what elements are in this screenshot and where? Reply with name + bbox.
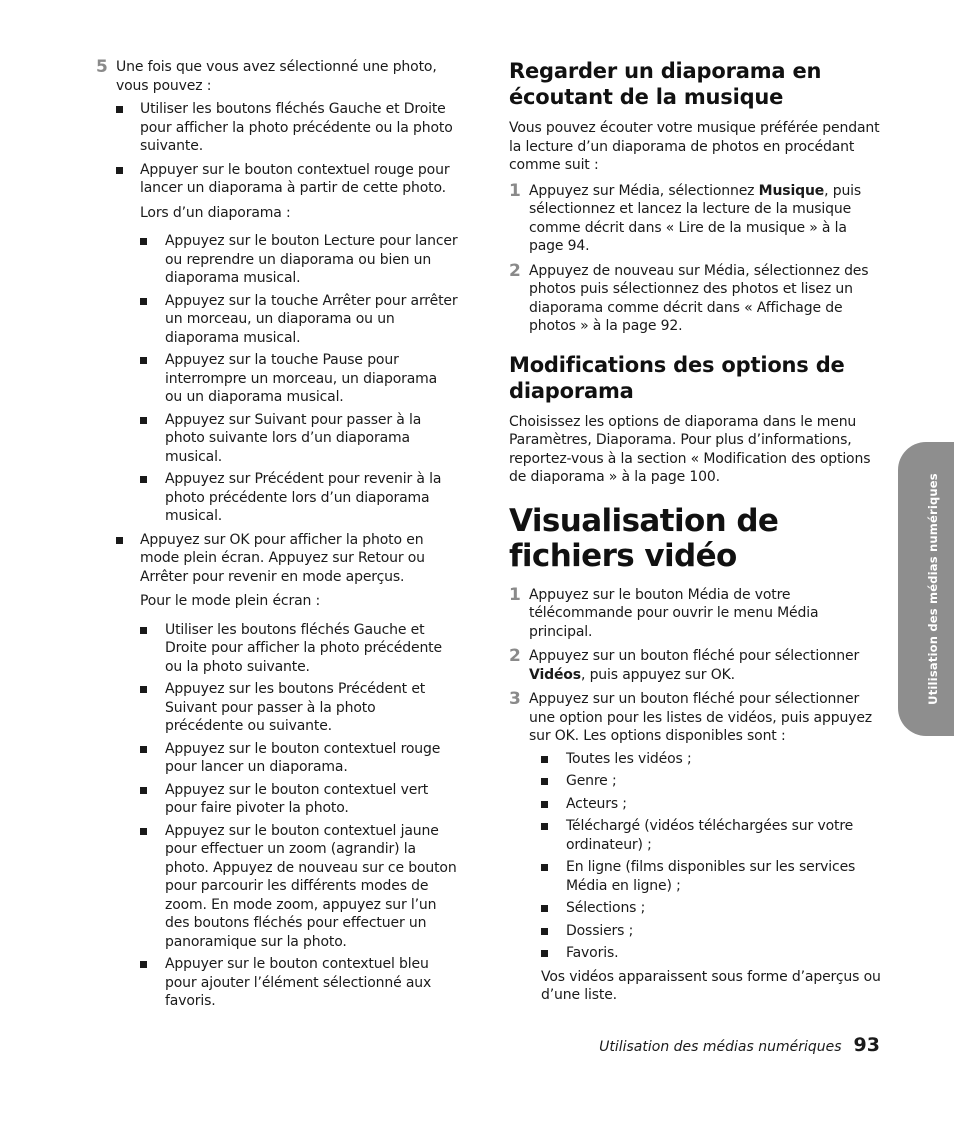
list-item: Appuyer sur le bouton contextuel rouge pour lancer un diaporama à partir de cette photo. [116, 161, 458, 198]
step-number: 1 [509, 180, 521, 201]
fullscreen-block [116, 592, 458, 1011]
list-item: Appuyez sur le bouton contextuel vert pour faire pivoter la photo. [140, 781, 458, 818]
list-item: Appuyez sur OK pour afficher la photo en mode plein écran. Appuyez sur Retour ou Arrêter pour revenir en mode aperçus. [116, 531, 458, 587]
list-item: Appuyez sur la touche Arrêter pour arrêter un morceau, un diaporama ou un diaporama musical. [140, 292, 458, 348]
video-step-3 [509, 690, 881, 746]
list-item: Sélections ; [541, 899, 881, 918]
list-item: Appuyer sur le bouton contextuel bleu pour ajouter l’élément sélectionné aux favoris. [140, 955, 458, 1011]
music-step-2 [509, 262, 881, 336]
step-5 [96, 58, 458, 95]
video-step-1 [509, 586, 881, 642]
right-column [509, 58, 881, 1005]
list-item: Toutes les vidéos ; [541, 750, 881, 769]
list-item: Appuyez sur Précédent pour revenir à la photo précédente lors d’un diaporama musical. [140, 470, 458, 526]
chapter-side-tab [898, 442, 954, 736]
list-item: Favoris. [541, 944, 881, 963]
slideshow-block [116, 204, 458, 526]
step-text: Appuyez sur le bouton Média de votre télécommande pour ouvrir le menu Média principal. [529, 586, 819, 640]
chapter-side-label: Utilisation des médias numériques [926, 473, 940, 705]
footer-chapter-title: Utilisation des médias numériques [599, 1039, 842, 1055]
left-column [96, 58, 458, 1011]
music-intro: Vous pouvez écouter votre musique préférée pendant la lecture d’un diaporama de photos en procédant comme suit : [509, 120, 880, 173]
step-text: Appuyez sur un bouton fléché pour sélectionner Vidéos, puis appuyez sur OK. [529, 648, 860, 683]
options-text: Choisissez les options de diaporama dans le menu Paramètres, Diaporama. Pour plus d’informations, reportez-vous à la section « Modification des options de diaporama » à la page 100. [509, 413, 871, 485]
list-item: Appuyez sur le bouton contextuel rouge pour lancer un diaporama. [140, 740, 458, 777]
ok-bullet [116, 531, 458, 587]
list-item: Appuyez sur la touche Pause pour interrompre un morceau, un diaporama ou un diaporama musical. [140, 351, 458, 407]
list-item: Appuyez sur le bouton contextuel jaune pour effectuer un zoom (agrandir) la photo. Appuyez de nouveau sur ce bouton pour parcourir les différents modes de zoom. En mode zoom, appuyez sur l’un des boutons fléchés pour effectuer un panoramique sur la photo. [140, 822, 458, 952]
video-step-2 [509, 647, 881, 684]
list-item: Téléchargé (vidéos téléchargées sur votre ordinateur) ; [541, 817, 881, 854]
list-item: Acteurs ; [541, 795, 881, 814]
step-text: Appuyez sur un bouton fléché pour sélectionner une option pour les listes de vidéos, puis appuyez sur OK. Les options disponibles sont : [529, 691, 872, 744]
list-item: Utiliser les boutons fléchés Gauche et Droite pour afficher la photo précédente ou la photo suivante. [140, 621, 458, 677]
menu-item-music: Musique [758, 182, 825, 199]
step-number: 3 [509, 689, 521, 709]
slideshow-intro: Lors d’un diaporama : [140, 204, 291, 221]
fullscreen-bullets [140, 621, 458, 1011]
page-number: 93 [853, 1034, 880, 1056]
list-item: Utiliser les boutons fléchés Gauche et Droite pour afficher la photo précédente ou la photo suivante. [116, 100, 458, 156]
video-heading: Visualisation de fichiers vidéo [509, 502, 779, 574]
options-heading: Modifications des options de diaporama [509, 352, 845, 403]
page-footer [599, 1034, 880, 1056]
music-step-1 [509, 182, 881, 256]
slideshow-bullets [140, 232, 458, 526]
menu-item-videos: Vidéos [529, 666, 581, 683]
list-item: Appuyez sur le bouton Lecture pour lancer ou reprendre un diaporama ou bien un diaporama musical. [140, 232, 458, 288]
step-text: Appuyez sur Média, sélectionnez Musique, puis sélectionnez et lancez la lecture de la musique comme décrit dans « Lire de la musique » à la page 94. [529, 182, 862, 254]
list-item: Appuyez sur les boutons Précédent et Suivant pour passer à la photo précédente ou suivante. [140, 680, 458, 736]
step-number: 2 [509, 646, 521, 666]
list-item: Dossiers ; [541, 922, 881, 941]
step5-bullets [116, 100, 458, 198]
step-text: Une fois que vous avez sélectionné une photo, vous pouvez : [116, 59, 437, 94]
list-item: Appuyez sur Suivant pour passer à la photo suivante lors d’un diaporama musical. [140, 411, 458, 467]
step-text: Appuyez de nouveau sur Média, sélectionnez des photos puis sélectionnez des photos et lisez un diaporama comme décrit dans « Affichage de photos » à la page 92. [529, 262, 869, 334]
video-closing: Vos vidéos apparaissent sous forme d’aperçus ou d’une liste. [541, 968, 881, 1003]
step-number: 1 [509, 584, 521, 605]
fullscreen-intro: Pour le mode plein écran : [140, 593, 321, 609]
list-item: En ligne (films disponibles sur les services Média en ligne) ; [541, 858, 881, 895]
step-number: 2 [509, 260, 521, 281]
step-number: 5 [96, 57, 108, 77]
list-item: Genre ; [541, 772, 881, 791]
video-options-list [541, 750, 881, 963]
music-heading: Regarder un diaporama en écoutant de la musique [509, 59, 822, 109]
